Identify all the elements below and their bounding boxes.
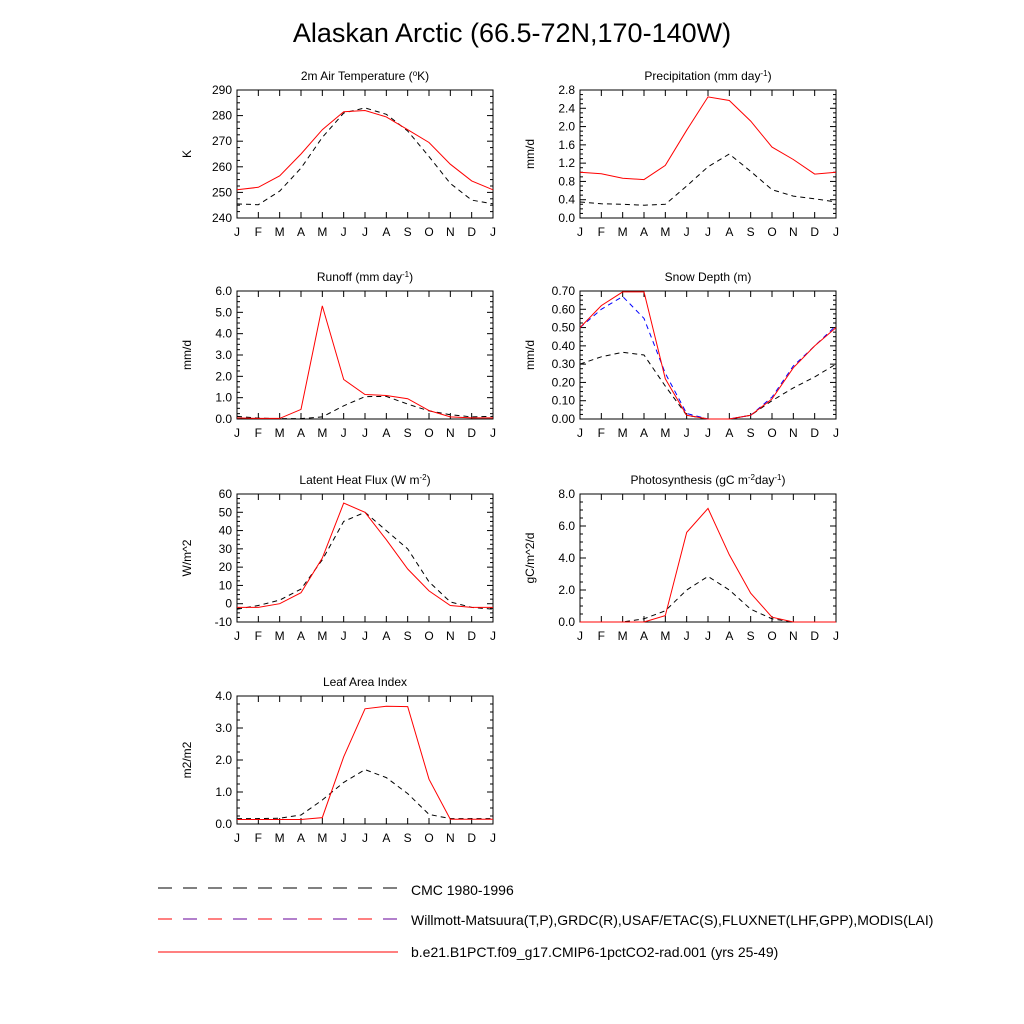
y-tick-label: 60 [218, 487, 232, 501]
y-tick-label: 2.0 [558, 119, 575, 134]
y-tick-label: 0.0 [558, 615, 575, 629]
y-tick-label: 20 [218, 560, 232, 575]
x-tick-label: J [234, 426, 240, 440]
y-tick-label: 270 [211, 134, 232, 149]
y-tick-label: 1.6 [558, 137, 575, 152]
x-tick-label: M [617, 225, 628, 239]
x-tick-label: M [660, 629, 671, 643]
x-tick-label: S [746, 629, 755, 643]
panel-1 [180, 69, 496, 239]
y-tick-label: 0.0 [215, 817, 232, 831]
x-tick-label: J [340, 426, 347, 440]
y-axis-label: mm/d [523, 340, 537, 370]
legend-line-model [158, 946, 398, 958]
legend-label-obs: Willmott-Matsuura(T,P),GRDC(R),USAF/ETAC(S),FLUXNET(LHF,GPP),MODIS(LAI) [411, 912, 934, 928]
y-tick-label: 30 [218, 541, 232, 556]
y-tick-label: 1.0 [215, 390, 232, 405]
x-tick-label: S [746, 426, 755, 440]
x-tick-label: J [234, 629, 240, 643]
x-tick-label: N [445, 225, 455, 239]
plot-frame [237, 291, 493, 419]
x-tick-label: A [639, 225, 649, 239]
x-tick-label: A [725, 225, 734, 239]
series-line-1 [237, 770, 493, 819]
x-tick-label: S [403, 426, 412, 440]
y-tick-label: 280 [211, 108, 232, 123]
y-tick-label: 4.0 [215, 326, 232, 341]
x-tick-label: J [490, 426, 496, 440]
x-tick-label: J [705, 225, 711, 239]
y-tick-label: 1.0 [215, 785, 232, 799]
x-tick-label: J [362, 426, 368, 440]
x-tick-label: J [362, 831, 368, 845]
panel-title: Photosynthesis (gC $m^{-2}day^{-1}$) [630, 473, 786, 487]
y-tick-label: 0.20 [551, 375, 575, 390]
plot-frame [237, 90, 493, 218]
x-tick-label: M [274, 831, 285, 845]
x-tick-label: F [254, 225, 263, 239]
x-tick-label: D [467, 426, 477, 440]
x-tick-label: J [683, 426, 690, 440]
x-tick-label: O [767, 426, 777, 440]
x-tick-label: O [424, 831, 434, 845]
x-tick-label: M [274, 225, 285, 239]
series-line-2 [237, 306, 493, 419]
y-tick-label: -10 [214, 615, 232, 629]
panel-title: Runoff (mm day$^{-1}$) [316, 270, 414, 284]
y-tick-label: 0.4 [558, 192, 575, 207]
panel-title: 2m Air Temperature ($^o$K) [300, 69, 430, 83]
x-tick-label: A [725, 426, 734, 440]
series-line-3 [580, 292, 836, 419]
series-line-1 [237, 108, 493, 205]
x-tick-label: M [274, 629, 285, 643]
series-line-1 [580, 154, 836, 205]
x-tick-label: A [382, 629, 391, 643]
y-tick-label: 0.30 [551, 357, 575, 372]
x-tick-label: J [683, 629, 690, 643]
y-tick-label: 0 [225, 596, 232, 611]
panel-title: Precipitation (mm day$^{-1}$) [644, 69, 772, 83]
x-tick-label: J [577, 629, 583, 643]
y-tick-label: 6.0 [215, 284, 232, 298]
series-line-2 [580, 508, 836, 622]
x-tick-label: S [746, 225, 755, 239]
y-tick-label: 2.8 [558, 83, 575, 97]
x-tick-label: D [467, 225, 477, 239]
plot-frame [580, 494, 836, 622]
series-line-1 [237, 512, 493, 609]
x-tick-label: J [577, 426, 583, 440]
x-tick-label: J [577, 225, 583, 239]
series-line-1 [580, 576, 836, 622]
x-tick-label: J [340, 831, 347, 845]
x-tick-label: S [403, 629, 412, 643]
x-tick-label: A [382, 831, 391, 845]
x-tick-label: J [490, 225, 496, 239]
x-tick-label: N [788, 426, 798, 440]
legend-line-obs [158, 913, 398, 925]
legend-label-cmc: CMC 1980-1996 [411, 882, 514, 898]
x-tick-label: A [639, 629, 649, 643]
panel-title: Snow Depth (m) [664, 270, 752, 284]
x-tick-label: F [254, 426, 263, 440]
y-tick-label: 0.0 [558, 211, 575, 225]
y-tick-label: 0.10 [551, 393, 575, 408]
y-tick-label: 4.0 [558, 551, 575, 565]
y-tick-label: 0.0 [215, 412, 232, 426]
x-tick-label: J [362, 225, 368, 239]
x-tick-label: A [382, 225, 391, 239]
x-tick-label: J [705, 629, 711, 643]
series-line-2 [580, 297, 836, 420]
x-tick-label: J [234, 225, 240, 239]
x-tick-label: A [296, 426, 306, 440]
x-tick-label: J [833, 225, 839, 239]
y-tick-label: 260 [211, 159, 232, 174]
x-tick-label: F [597, 225, 606, 239]
y-tick-label: 0.00 [551, 412, 575, 426]
legend-line-cmc [158, 882, 398, 894]
x-tick-label: S [403, 225, 412, 239]
series-line-2 [237, 111, 493, 190]
x-tick-label: M [660, 426, 671, 440]
series-line-2 [237, 706, 493, 819]
y-tick-label: 5.0 [215, 305, 232, 320]
plot-frame [580, 291, 836, 419]
x-tick-label: J [490, 831, 496, 845]
x-tick-label: D [467, 831, 477, 845]
x-tick-label: F [254, 629, 263, 643]
x-tick-label: N [445, 629, 455, 643]
x-tick-label: D [810, 629, 820, 643]
x-tick-label: D [810, 225, 820, 239]
series-line-2 [237, 503, 493, 607]
panel-title: Latent Heat Flux (W $m^{-2}$) [299, 473, 431, 487]
y-tick-label: 0.50 [551, 320, 575, 335]
x-tick-label: O [424, 426, 434, 440]
y-axis-label: m2/m2 [180, 741, 194, 779]
y-tick-label: 3.0 [215, 721, 232, 735]
series-line-2 [580, 97, 836, 180]
y-tick-label: 0.70 [551, 284, 575, 298]
x-tick-label: D [467, 629, 477, 643]
y-tick-label: 50 [218, 505, 232, 520]
y-tick-label: 240 [211, 211, 232, 225]
panel-3 [180, 270, 496, 440]
x-tick-label: M [274, 426, 285, 440]
y-tick-label: 0.60 [551, 302, 575, 317]
plot-frame [237, 696, 493, 824]
x-tick-label: M [317, 831, 328, 845]
main-title: Alaskan Arctic (66.5-72N,170-140W) [292, 18, 732, 48]
panel-2 [523, 69, 839, 239]
y-tick-label: 4.0 [215, 689, 232, 703]
x-tick-label: J [683, 225, 690, 239]
x-tick-label: O [767, 225, 777, 239]
y-tick-label: 250 [211, 185, 232, 200]
x-tick-label: J [490, 629, 496, 643]
x-tick-label: M [317, 225, 328, 239]
y-tick-label: 2.0 [215, 369, 232, 384]
x-tick-label: J [705, 426, 711, 440]
y-axis-label: W/m^2 [180, 539, 194, 577]
panel-6 [523, 473, 839, 643]
x-tick-label: O [767, 629, 777, 643]
y-tick-label: 8.0 [558, 487, 575, 501]
x-tick-label: F [597, 629, 606, 643]
x-tick-label: D [810, 426, 820, 440]
panel-title: Leaf Area Index [322, 675, 408, 689]
x-tick-label: A [382, 426, 391, 440]
x-tick-label: S [403, 831, 412, 845]
plot-frame [580, 90, 836, 218]
x-tick-label: N [788, 629, 798, 643]
x-tick-label: J [234, 831, 240, 845]
x-tick-label: A [296, 225, 306, 239]
x-tick-label: N [788, 225, 798, 239]
x-tick-label: M [317, 629, 328, 643]
x-tick-label: O [424, 225, 434, 239]
x-tick-label: M [617, 426, 628, 440]
y-tick-label: 290 [211, 83, 232, 97]
y-tick-label: 0.8 [558, 174, 575, 189]
x-tick-label: M [317, 426, 328, 440]
x-tick-label: N [445, 831, 455, 845]
x-tick-label: J [340, 629, 347, 643]
x-tick-label: A [296, 629, 306, 643]
y-tick-label: 2.0 [215, 753, 232, 767]
x-tick-label: J [833, 426, 839, 440]
y-axis-label: K [180, 149, 194, 159]
y-tick-label: 10 [218, 578, 232, 593]
y-axis-label: mm/d [180, 340, 194, 370]
panel-4 [523, 270, 839, 440]
y-tick-label: 2.0 [558, 583, 575, 597]
x-tick-label: N [445, 426, 455, 440]
x-tick-label: M [660, 225, 671, 239]
y-tick-label: 40 [218, 523, 232, 538]
y-tick-label: 1.2 [558, 156, 575, 171]
panel-7 [180, 675, 496, 845]
y-axis-label: mm/d [523, 139, 537, 169]
y-tick-label: 6.0 [558, 519, 575, 533]
x-tick-label: A [639, 426, 649, 440]
x-tick-label: F [254, 831, 263, 845]
y-tick-label: 2.4 [558, 101, 575, 116]
y-axis-label: gC/m^2/d [523, 532, 537, 584]
x-tick-label: A [296, 831, 306, 845]
y-tick-label: 3.0 [215, 348, 232, 362]
x-tick-label: J [340, 225, 347, 239]
x-tick-label: J [362, 629, 368, 643]
x-tick-label: A [725, 629, 734, 643]
x-tick-label: F [597, 426, 606, 440]
x-tick-label: M [617, 629, 628, 643]
y-tick-label: 0.40 [551, 338, 575, 353]
legend-label-model: b.e21.B1PCT.f09_g17.CMIP6-1pctCO2-rad.001 (yrs 25-49) [411, 944, 779, 960]
panel-5 [180, 473, 496, 643]
x-tick-label: O [424, 629, 434, 643]
x-tick-label: J [833, 629, 839, 643]
